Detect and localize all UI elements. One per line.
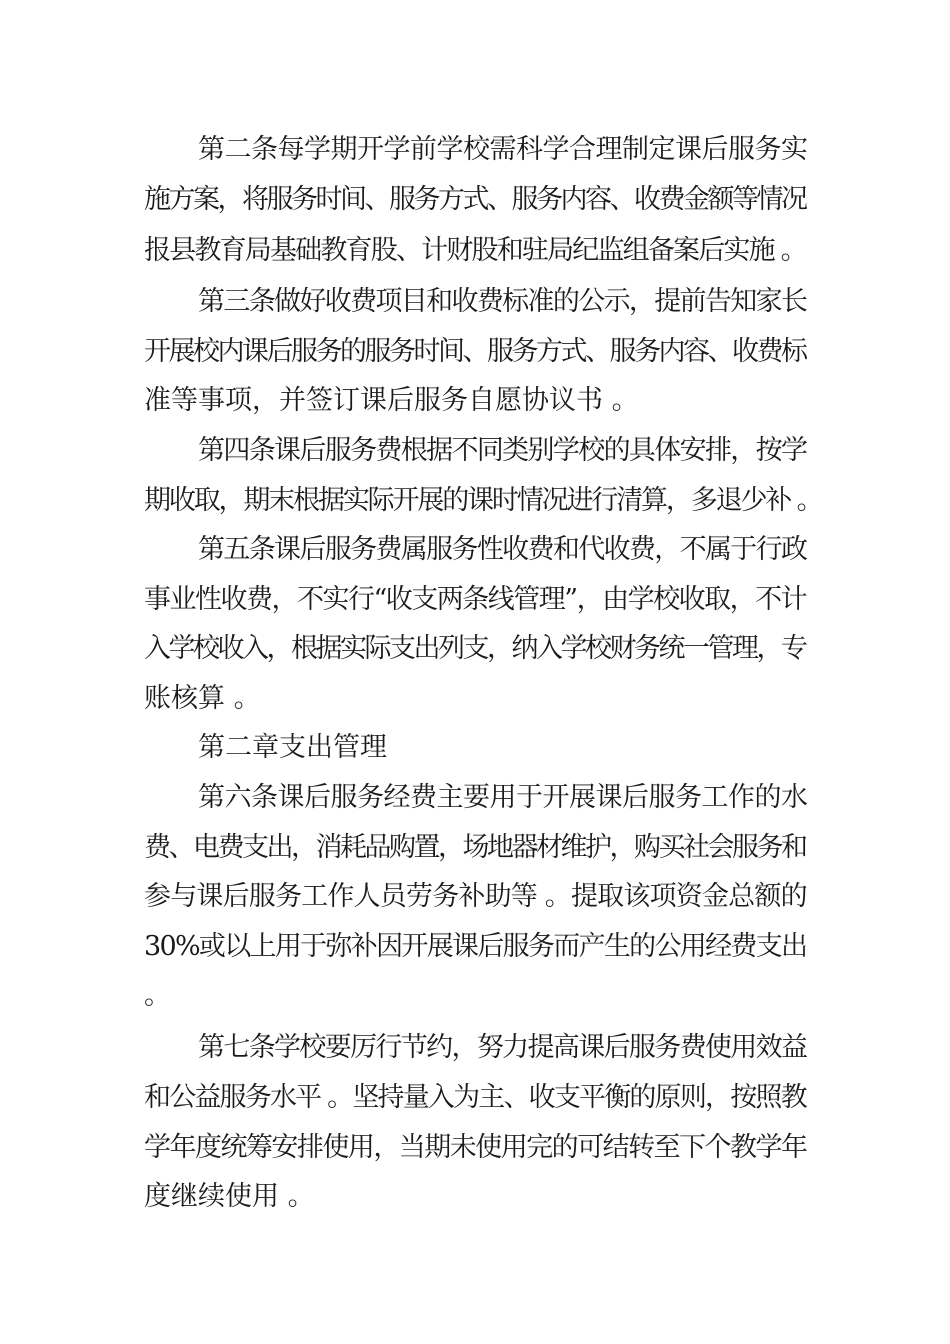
text-line: 30%或以上用于弥补因开展课后服务而产生的公用经费支出	[144, 931, 807, 962]
text-line: 第三条做好收费项目和收费标准的公示，提前告知家长	[198, 286, 807, 317]
text-line: 准等事项，并签订课后服务自愿协议书 。	[144, 385, 639, 416]
text-line: 费、电费支出，消耗品购置，场地器材维护，购买社会服务和	[144, 832, 806, 863]
chapter-heading: 第二章支出管理	[198, 732, 387, 763]
text-line: 度继续使用 。	[144, 1181, 315, 1212]
text-line: 入学校收入，根据实际支出列支，纳入学校财务统一管理，专	[144, 633, 806, 664]
text-line: 参与课后服务工作人员劳务补助等 。提取该项资金总额的	[144, 881, 807, 912]
text-line: 第七条学校要厉行节约，努力提高课后服务费使用效益	[198, 1032, 807, 1063]
text-line: 开展校内课后服务的服务时间、服务方式、服务内容、收费标	[144, 336, 806, 367]
text-line: 学年度统筹安排使用，当期未使用完的可结转至下个教学年	[144, 1132, 807, 1163]
text-line: 和公益服务水平 。坚持量入为主、收支平衡的原则，按照教	[144, 1082, 806, 1113]
text-line: 第六条课后服务经费主要用于开展课后服务工作的水	[198, 782, 808, 813]
text-line: 第五条课后服务费属服务性收费和代收费，不属于行政	[198, 534, 807, 565]
text-line: 。	[144, 980, 171, 1011]
text-line: 第四条课后服务费根据不同类别学校的具体安排，按学	[198, 435, 807, 466]
text-line: 账核算 。	[144, 683, 261, 714]
text-line: 报县教育局基础教育股、计财股和驻局纪监组备案后实施 。	[144, 235, 806, 266]
text-line: 施方案，将服务时间、服务方式、服务内容、收费金额等情况	[144, 184, 806, 215]
text-line: 第二条每学期开学前学校需科学合理制定课后服务实	[198, 134, 808, 165]
text-line: 事业性收费，不实行“收支两条线管理”，由学校收取，不计	[144, 584, 807, 615]
text-line: 期收取，期末根据实际开展的课时情况进行清算，多退少补 。	[144, 485, 822, 516]
